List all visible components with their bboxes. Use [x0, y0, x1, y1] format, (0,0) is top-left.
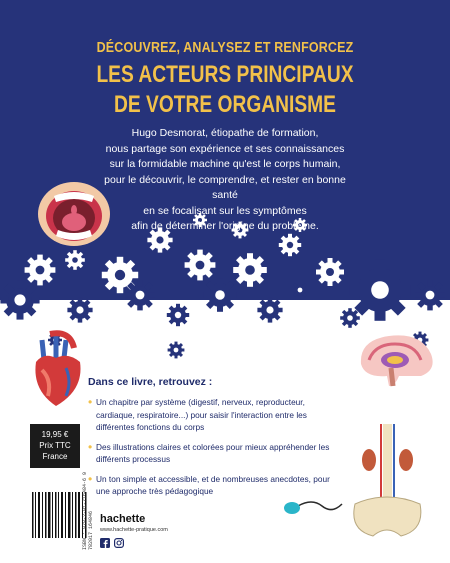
intro-line: nous partage son expérience et ses connaissances — [105, 142, 345, 155]
spine-illustration — [345, 420, 430, 540]
intro-line: Hugo Desmorat, étiopathe de formation, — [131, 127, 319, 139]
list-item — [88, 396, 343, 434]
list-item-text: Un ton simple et accessible, et de nombreuses anecdotes, pour une approche très pédagogique — [96, 473, 330, 496]
barcode-text — [82, 470, 96, 550]
feature-list — [88, 396, 343, 505]
bullet-dot-icon: • — [88, 439, 93, 454]
instagram-icon[interactable] — [114, 538, 124, 548]
price-box — [30, 424, 80, 468]
bullet-dot-icon: • — [88, 471, 93, 486]
intro-line: afin de déterminer l'origine du problème. — [131, 220, 319, 232]
barcode — [30, 488, 90, 544]
headline-line-1: LES ACTEURS PRINCIPAUX — [96, 61, 354, 88]
price-label: Prix TTC — [39, 441, 71, 450]
headline — [45, 60, 405, 120]
headline-line-2: DE VOTRE ORGANISME — [114, 91, 336, 118]
barcode-number: 9 782017 164846 — [82, 471, 94, 550]
intro-line: pour le découvrir, le comprendre, et rester en bonne santé — [104, 173, 346, 201]
bullet-dot-icon: • — [88, 395, 93, 409]
mouth-illustration — [34, 178, 114, 248]
kicker-text: DÉCOUVREZ, ANALYSEZ ET RENFORCEZ — [96, 40, 354, 56]
facebook-icon[interactable] — [100, 538, 110, 548]
brain-illustration — [355, 330, 437, 388]
list-title: Dans ce livre, retrouvez : — [88, 376, 213, 388]
price-amount: 19,95 € — [41, 430, 69, 439]
list-item — [88, 473, 343, 498]
intro-line: sur la formidable machine qu'est le corps humain, — [109, 158, 341, 170]
list-item — [88, 441, 343, 466]
publisher-website[interactable]: www.hachette-pratique.com — [100, 527, 168, 533]
list-item-text: Des illustrations claires et colorées pour mieux appréhender les différents processus — [96, 441, 330, 464]
price-country: France — [42, 452, 68, 461]
heart-illustration — [22, 330, 92, 410]
publisher-logo: hachette — [100, 513, 146, 525]
social-links — [100, 538, 124, 548]
intro-paragraph — [100, 126, 350, 235]
isbn-number: ISBN : 978-2-01-716484-6 — [82, 477, 88, 550]
intro-line: en se focalisant sur les symptômes — [143, 204, 307, 217]
list-item-text: Un chapitre par système (digestif, nerveux, reproducteur, cardiaque, respiratoire...) pour saisir l'interaction entre les différentes fonctions du corps — [96, 397, 307, 432]
